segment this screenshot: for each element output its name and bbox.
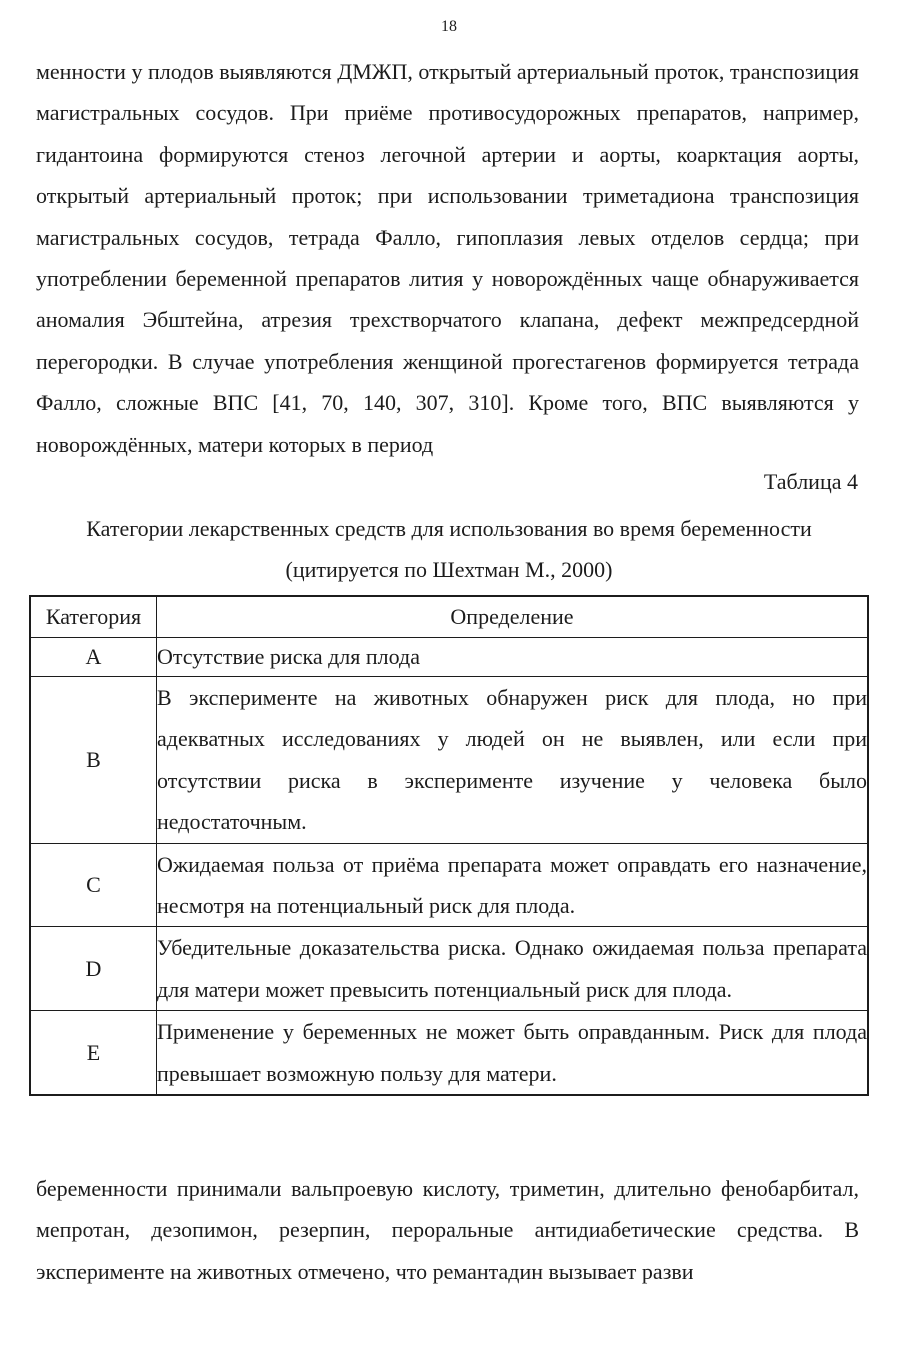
- table-caption: [0, 508, 898, 590]
- definition-cell: Отсутствие риска для плода: [157, 638, 869, 677]
- category-cell: С: [30, 843, 157, 927]
- definition-cell: Применение у беременных не может быть оправданным. Риск для плода превышает возможную пользу для матери.: [157, 1011, 869, 1095]
- table-row: [30, 927, 868, 1011]
- table-caption-line-1: Категории лекарственных средств для использования во время беременности: [86, 516, 812, 541]
- table-row: [30, 638, 868, 677]
- category-cell: D: [30, 927, 157, 1011]
- table-caption-line-2: (цитируется по Шехтман М., 2000): [285, 557, 613, 582]
- definition-cell: Ожидаемая польза от приёма препарата может оправдать его назначение, несмотря на потенциальный риск для плода.: [157, 843, 869, 927]
- definition-cell: Убедительные доказательства риска. Однако ожидаемая польза препарата для матери может превысить потенциальный риск для плода.: [157, 927, 869, 1011]
- page-number: 18: [441, 18, 457, 35]
- table-row: [30, 843, 868, 927]
- table-row: [30, 1011, 868, 1095]
- category-cell: А: [30, 638, 157, 677]
- category-cell: Е: [30, 1011, 157, 1095]
- header-definition: Определение: [157, 596, 869, 638]
- table-header-row: [30, 596, 868, 638]
- body-paragraph-top: менности у плодов выявляются ДМЖП, открытый артериальный проток, транспозиция магистральных сосудов. При приёме противосудорожных препаратов, например, гидантоина формируются стеноз легочной артерии и аорты, коарктация аорты, открытый артериальный проток; при использовании триметадиона транспозиция магистральных сосудов, тетрада Фалло, гипоплазия левых отделов сердца; при употреблении беременной препаратов лития у новорождённых чаще обнаруживается аномалия Эбштейна, атрезия трехстворчатого клапана, дефект межпредсердной перегородки. В случае употребления женщиной прогестагенов формируется тетрада Фалло, сложные ВПС [41, 70, 140, 307, 310]. Кроме того, ВПС выявляются у новорождённых, матери которых в период: [36, 59, 859, 457]
- table-row: [30, 677, 868, 844]
- drug-category-table: [29, 595, 869, 1096]
- definition-cell: В эксперименте на животных обнаружен риск для плода, но при адекватных исследованиях у людей он не выявлен, или если при отсутствии риска в эксперименте изучение у человека было недостаточным.: [157, 677, 869, 844]
- table-label: Таблица 4: [763, 469, 858, 494]
- header-category: Категория: [30, 596, 157, 638]
- category-cell: В: [30, 677, 157, 844]
- body-paragraph-bottom: беременности принимали вальпроевую кислоту, триметин, длительно фенобарбитал, мепротан, дезопимон, резерпин, пероральные антидиабетические средства. В эксперименте на животных отмечено, что ремантадин вызывает разви: [36, 1176, 859, 1284]
